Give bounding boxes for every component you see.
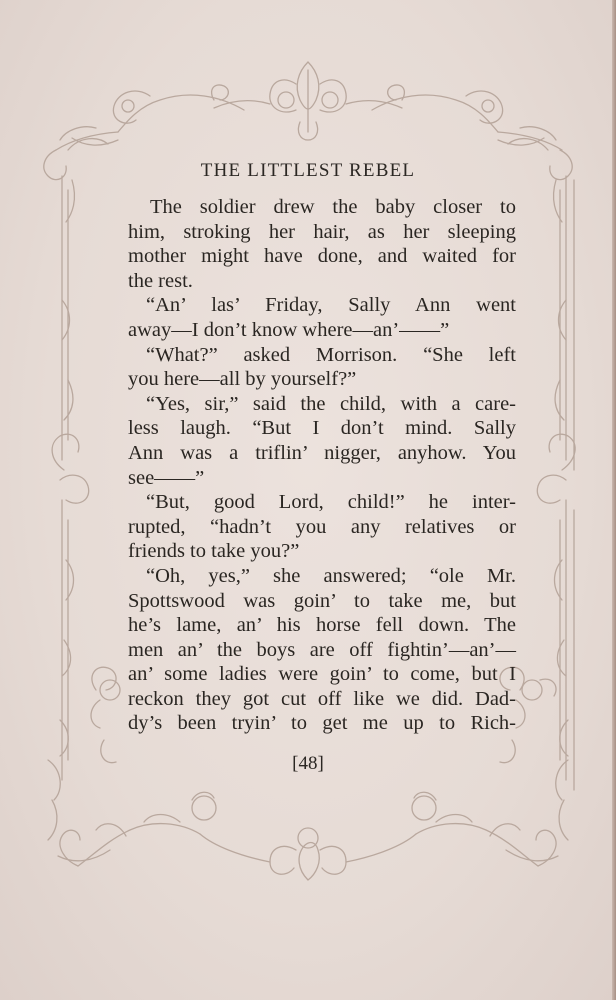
text-line: Ann was a triflin’ nigger, anyhow. You — [128, 441, 516, 464]
body-text — [128, 195, 516, 736]
page-number: [48] — [292, 753, 324, 774]
text-line: mother might have done, and waited for — [128, 245, 516, 268]
text-line: an’ some ladies were goin’ to come, but I — [128, 663, 516, 686]
text-line: the rest. — [128, 269, 193, 292]
text-line: him, stroking her hair, as her sleeping — [128, 220, 516, 243]
left-border-rail — [52, 176, 89, 780]
running-head: THE LITTLEST REBEL — [200, 160, 416, 181]
text-line: dy’s been tryin’ to get me up to Rich- — [128, 712, 516, 735]
text-line: you here—all by yourself?” — [128, 368, 357, 391]
text-line: less laugh. “But I don’t mind. Sally — [128, 417, 516, 440]
right-border-rail — [537, 176, 575, 790]
text-line: friends to take you?” — [128, 540, 300, 563]
text-line: see——” — [128, 466, 205, 489]
text-line: Spottswood was goin’ to take me, but — [128, 589, 516, 612]
text-line: he’s lame, an’ his horse fell down. The — [128, 614, 516, 637]
bottom-crest-ornament — [200, 828, 416, 880]
text-line: “Yes, sir,” said the child, with a care- — [146, 392, 516, 415]
text-line: reckon they got cut off like we did. Dad- — [128, 687, 516, 710]
text-line: rupted, “hadn’t you any relatives or — [128, 515, 516, 538]
top-left-scroll-ornament — [56, 85, 244, 150]
text-line: away—I don’t know where—an’——” — [128, 318, 450, 341]
text-line: “Oh, yes,” she answered; “ole Mr. — [146, 564, 516, 587]
bottom-right-scroll-ornament — [412, 760, 568, 866]
text-line: “What?” asked Morrison. “She left — [146, 343, 516, 366]
text-line: “An’ las’ Friday, Sally Ann went — [146, 294, 516, 317]
left-lower-flourish — [91, 667, 120, 762]
text-line: men an’ the boys are off fightin’—an’— — [128, 638, 516, 661]
top-crest-ornament — [214, 62, 402, 140]
bottom-left-scroll-ornament — [48, 760, 216, 866]
text-line: The soldier drew the baby closer to — [150, 196, 516, 218]
text-line: “But, good Lord, child!” he inter- — [146, 491, 516, 514]
